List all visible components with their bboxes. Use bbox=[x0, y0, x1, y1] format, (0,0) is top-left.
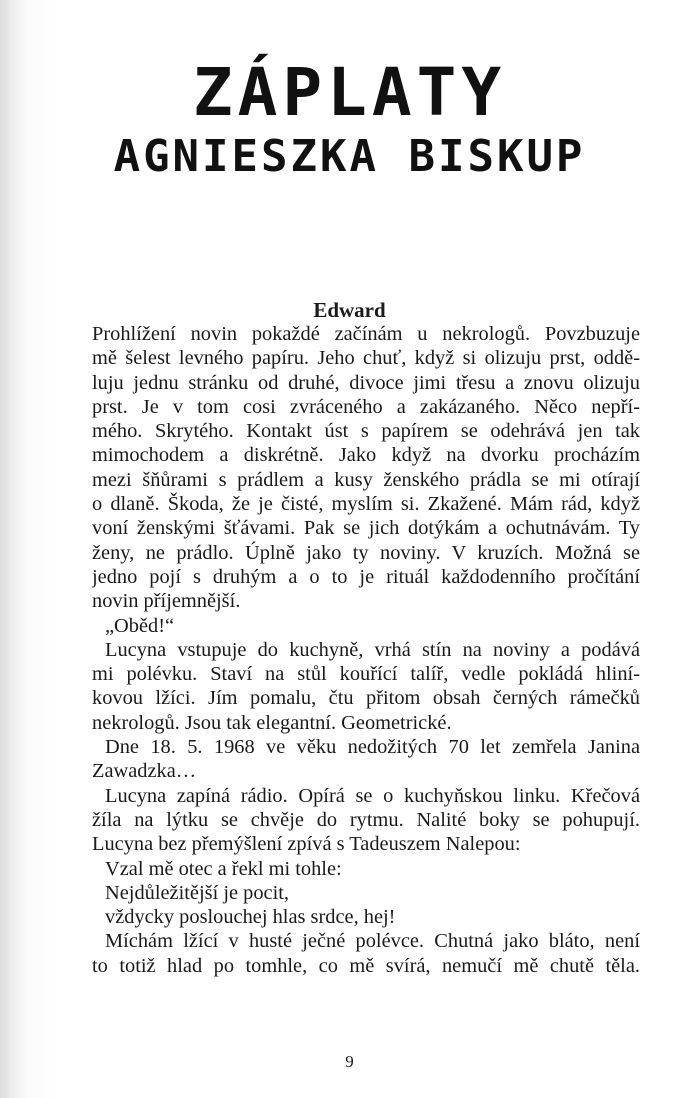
text-line: žíla na lýtku se chvěje do rytmu. Nalité boky se pohupují. bbox=[92, 808, 640, 831]
text-line: nekrologů. Jsou tak elegantní. Geometrické. bbox=[92, 711, 452, 734]
body-text bbox=[92, 322, 640, 978]
text-line: Lucyna vstupuje do kuchyně, vrhá stín na noviny a podává bbox=[105, 638, 640, 661]
page-number: 9 bbox=[345, 1052, 354, 1071]
text-line: prst. Je v tom cosi zvráceného a zakázaného. Něco nepří- bbox=[92, 395, 640, 418]
chapter-heading: Edward bbox=[313, 298, 386, 322]
text-line: kovou lžíci. Jím pomalu, čtu přitom obsah černých rámečků bbox=[92, 687, 640, 710]
text-line: mě šelest levného papíru. Jeho chuť, když si olizuju prst, oddě- bbox=[92, 347, 640, 370]
song-line: Vzal mě otec a řekl mi tohle: bbox=[105, 857, 342, 880]
text-line: jedno pojí s druhým a o to je rituál každodenního pročítání bbox=[92, 565, 640, 588]
text-line: luju jednu stránku od druhé, divoce jimi třesu a znovu olizuju bbox=[92, 371, 640, 394]
text-line: Zawadzka… bbox=[92, 760, 197, 783]
text-line: Míchám lžící v husté ječné polévce. Chutná jako bláto, není bbox=[105, 930, 640, 953]
text-line: ženy, ne prádlo. Úplně jako ty noviny. V kruzích. Možná se bbox=[92, 541, 640, 564]
text-line: novin příjemnější. bbox=[92, 590, 241, 613]
text-line: mimochodem a diskrétně. Jako když na dvorku procházím bbox=[92, 444, 640, 467]
song-line: Nejdůležitější je pocit, bbox=[105, 881, 290, 904]
dialogue-line: „Oběd!“ bbox=[105, 614, 175, 637]
text-line: mého. Skrytého. Kontakt úst s papírem se odehrává jen tak bbox=[92, 420, 640, 443]
text-line: mezi šňůrami s prádlem a kusy ženského prádla se mi otírají bbox=[92, 468, 640, 491]
text-line: Prohlížení novin pokaždé začínám u nekrologů. Povzbuzuje bbox=[92, 323, 640, 345]
book-title: ZÁPLATY bbox=[192, 54, 507, 131]
text-line: to totiž hlad po tomhle, co mě svírá, nemučí mě chutě těla. bbox=[92, 954, 640, 977]
text-line: mi polévku. Staví na stůl kouřící talíř, vedle pokládá hliní- bbox=[92, 663, 640, 686]
text-line: o dlaně. Škoda, že je čisté, myslím si. Zkažené. Mám rád, když bbox=[92, 493, 640, 516]
book-author: AGNIESZKA BISKUP bbox=[113, 131, 586, 182]
text-line: Dne 18. 5. 1968 ve věku nedožitých 70 let zemřela Janina bbox=[105, 736, 640, 759]
text-line: Lucyna bez přemýšlení zpívá s Tadeuszem Nalepou: bbox=[92, 833, 521, 856]
text-line: Lucyna zapíná rádio. Opírá se o kuchyňskou linku. Křečová bbox=[105, 784, 640, 807]
text-line: voní ženskými šťávami. Pak se jich dotýkám a ochutnávám. Ty bbox=[92, 517, 640, 540]
song-line: vždycky poslouchej hlas srdce, hej! bbox=[105, 906, 396, 929]
